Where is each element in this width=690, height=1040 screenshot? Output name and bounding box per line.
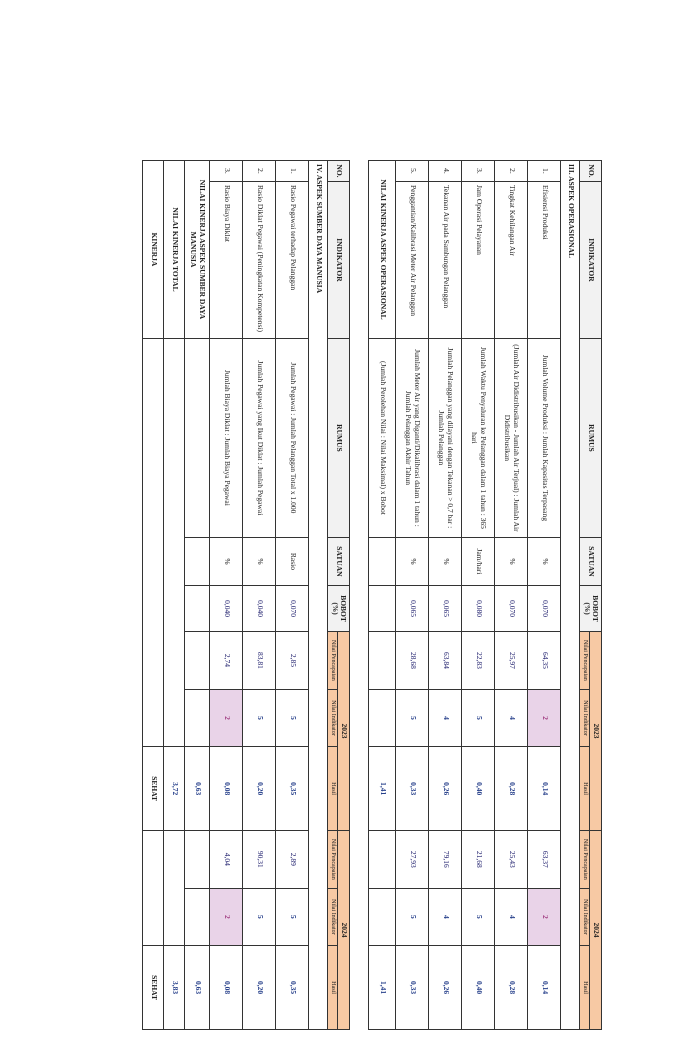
row-pencapaian-2023: 25,97 xyxy=(495,632,528,690)
row-indikator-value-2023: 4 xyxy=(495,689,528,747)
row-bobot: 0,070 xyxy=(495,586,528,632)
row-bobot: 0,040 xyxy=(243,586,276,632)
footer-empty xyxy=(369,888,396,946)
total-2023-value: 3,72 xyxy=(164,747,185,831)
row-hasil-2023: 0,20 xyxy=(243,747,276,831)
row-pencapaian-2023: 63,84 xyxy=(429,632,462,690)
footer-empty xyxy=(185,831,210,889)
footer-empty xyxy=(185,888,210,946)
row-indikator: Rasio Pegawai terhadap Pelanggan xyxy=(276,181,309,338)
header-nilai-pencapaian-2024: Nilai Pencapaian xyxy=(328,831,338,889)
row-hasil-2024: 0,35 xyxy=(276,946,309,1030)
kinerja-2024-value: SEHAT xyxy=(143,946,164,1030)
rotated-content xyxy=(112,160,612,1040)
header-nilai-indikator-2023: Nilai Indikator xyxy=(328,689,338,747)
row-indikator-value-2024: 2 xyxy=(210,888,243,946)
header-nilai-pencapaian-2023: Nilai Pencapaian xyxy=(580,632,590,690)
row-indikator: Jam Operasi Pelayanan xyxy=(462,181,495,338)
header-nilai-pencapaian-2023: Nilai Pencapaian xyxy=(328,632,338,690)
row-pencapaian-2024: 25,43 xyxy=(495,831,528,889)
total-2024-value: 3,83 xyxy=(164,946,185,1030)
header-year-2023: 2023 xyxy=(338,632,350,831)
table-row xyxy=(396,161,429,1030)
row-satuan: % xyxy=(429,537,462,585)
header-hasil-2024: Hasil xyxy=(328,946,338,1030)
row-indikator-value-2023: 5 xyxy=(243,689,276,747)
footer-empty xyxy=(185,586,210,632)
table-row xyxy=(210,161,243,1030)
row-bobot: 0,065 xyxy=(396,586,429,632)
footer-empty xyxy=(369,537,396,585)
footer-empty xyxy=(185,338,210,537)
row-indikator-value-2024: 5 xyxy=(396,888,429,946)
total-label: NILAI KINERJA TOTAL xyxy=(164,161,185,339)
header-rumus: RUMUS xyxy=(580,338,602,537)
row-satuan: % xyxy=(495,537,528,585)
row-satuan: Rasio xyxy=(276,537,309,585)
header-nilai-indikator-2023: Nilai Indikator xyxy=(580,689,590,747)
row-no: 3. xyxy=(462,161,495,182)
header-bobot: BOBOT (%) xyxy=(580,586,602,632)
header-hasil-2023: Hasil xyxy=(580,747,590,831)
footer-2024-value: 1,41 xyxy=(369,946,396,1030)
header-year-2024: 2024 xyxy=(590,831,602,1030)
kinerja-empty xyxy=(143,831,164,946)
row-pencapaian-2024: 63,37 xyxy=(528,831,561,889)
row-rumus: Jumlah Volume Produksi : Jumlah Kapasitas Terpasang xyxy=(528,338,561,537)
row-satuan: Jam/hari xyxy=(462,537,495,585)
row-pencapaian-2023: 2,74 xyxy=(210,632,243,690)
row-indikator: Rasio Diklat Pegawai (Peningkatan Kompetensi) xyxy=(243,181,276,338)
row-rumus: Jumlah Pegawai : Jumlah Pelanggan Total x 1.000 xyxy=(276,338,309,537)
header-no: NO. xyxy=(328,161,350,182)
row-pencapaian-2024: 2,89 xyxy=(276,831,309,889)
kinerja-empty xyxy=(143,338,164,746)
header-no: NO. xyxy=(580,161,602,182)
footer-empty xyxy=(185,632,210,690)
row-rumus: Jumlah Pegawai yang Ikut Diklat : Jumlah Pegawai xyxy=(243,338,276,537)
row-indikator-value-2024: 4 xyxy=(429,888,462,946)
row-pencapaian-2024: 79,16 xyxy=(429,831,462,889)
row-indikator-value-2024: 2 xyxy=(528,888,561,946)
row-satuan: % xyxy=(528,537,561,585)
header-nilai-pencapaian-2024: Nilai Pencapaian xyxy=(580,831,590,889)
row-indikator-value-2023: 5 xyxy=(462,689,495,747)
row-rumus: Jumlah Meter Air yang Diganti/Dikalibrasi dalam 1 tahun : Jumlah Pelanggan Akhir Tahun xyxy=(396,338,429,537)
header-satuan: SATUAN xyxy=(328,537,350,585)
row-no: 1. xyxy=(276,161,309,182)
table-row xyxy=(528,161,561,1030)
row-indikator-value-2024: 5 xyxy=(243,888,276,946)
footer-2023-value: 0,63 xyxy=(185,747,210,831)
footer-empty xyxy=(369,586,396,632)
row-indikator-value-2023: 5 xyxy=(276,689,309,747)
row-indikator: Penggantian/Kalibrasi Meter Air Pelanggan xyxy=(396,181,429,338)
row-pencapaian-2024: 4,04 xyxy=(210,831,243,889)
row-hasil-2024: 0,33 xyxy=(396,946,429,1030)
row-hasil-2023: 0,14 xyxy=(528,747,561,831)
table-row xyxy=(429,161,462,1030)
row-indikator-value-2023: 2 xyxy=(210,689,243,747)
row-rumus: (Jumlah Air Didistribusikan - Jumlah Air Terjual) : Jumlah Air Didistribusikan xyxy=(495,338,528,537)
kinerja-label: KINERJA xyxy=(143,161,164,339)
header-indikator: INDIKATOR xyxy=(580,181,602,338)
row-hasil-2024: 0,28 xyxy=(495,946,528,1030)
row-hasil-2023: 0,33 xyxy=(396,747,429,831)
operational-table xyxy=(368,160,602,1030)
header-nilai-indikator-2024: Nilai Indikator xyxy=(328,888,338,946)
kinerja-2023-value: SEHAT xyxy=(143,747,164,831)
row-rumus: Jumlah Waktu Penyaluran ke Pelanggan dalam 1 tahun : 365 hari xyxy=(462,338,495,537)
row-rumus: Jumlah Biaya Diklat : Jumlah Biaya Pegawai xyxy=(210,338,243,537)
row-no: 3. xyxy=(210,161,243,182)
row-bobot: 0,080 xyxy=(462,586,495,632)
row-pencapaian-2024: 27,93 xyxy=(396,831,429,889)
row-hasil-2023: 0,26 xyxy=(429,747,462,831)
row-no: 4. xyxy=(429,161,462,182)
footer-label: NILAI KINERJA ASPEK SUMBER DAYA MANUSIA xyxy=(185,161,210,339)
section-title: III. ASPEK OPERASIONAL xyxy=(561,161,580,1030)
header-rumus: RUMUS xyxy=(328,338,350,537)
row-indikator-value-2024: 4 xyxy=(495,888,528,946)
row-pencapaian-2023: 64,35 xyxy=(528,632,561,690)
header-hasil-2023: Hasil xyxy=(328,747,338,831)
row-hasil-2023: 0,08 xyxy=(210,747,243,831)
header-indikator: INDIKATOR xyxy=(328,181,350,338)
footer-empty xyxy=(369,632,396,690)
row-hasil-2024: 0,08 xyxy=(210,946,243,1030)
row-indikator-value-2023: 2 xyxy=(528,689,561,747)
footer-empty xyxy=(369,831,396,889)
header-satuan: SATUAN xyxy=(580,537,602,585)
footer-empty xyxy=(185,537,210,585)
section-title: IV. ASPEK SUMBER DAYA MANUSIA xyxy=(309,161,328,1030)
row-no: 2. xyxy=(495,161,528,182)
row-no: 5. xyxy=(396,161,429,182)
hr-table xyxy=(142,160,350,1030)
table-row xyxy=(495,161,528,1030)
row-pencapaian-2023: 22,83 xyxy=(462,632,495,690)
footer-2023-value: 1,41 xyxy=(369,747,396,831)
header-nilai-indikator-2024: Nilai Indikator xyxy=(580,888,590,946)
row-indikator: Tekanan Air pada Sambungan Pelanggan xyxy=(429,181,462,338)
row-indikator: Tingkat Kehilangan Air xyxy=(495,181,528,338)
row-hasil-2023: 0,28 xyxy=(495,747,528,831)
row-indikator-value-2024: 5 xyxy=(462,888,495,946)
row-hasil-2023: 0,40 xyxy=(462,747,495,831)
row-indikator-value-2023: 5 xyxy=(396,689,429,747)
row-hasil-2024: 0,14 xyxy=(528,946,561,1030)
row-satuan: % xyxy=(210,537,243,585)
header-year-2024: 2024 xyxy=(338,831,350,1030)
row-hasil-2024: 0,26 xyxy=(429,946,462,1030)
row-satuan: % xyxy=(396,537,429,585)
row-no: 1. xyxy=(528,161,561,182)
row-bobot: 0,070 xyxy=(276,586,309,632)
footer-2024-value: 0,63 xyxy=(185,946,210,1030)
header-hasil-2024: Hasil xyxy=(580,946,590,1030)
row-pencapaian-2024: 90,31 xyxy=(243,831,276,889)
row-rumus: Jumlah Pelanggan yang dilayani dengan Tekanan > 0,7 bar : Jumlah Pelanggan xyxy=(429,338,462,537)
row-indikator-value-2023: 4 xyxy=(429,689,462,747)
footer-empty xyxy=(369,689,396,747)
table-row xyxy=(462,161,495,1030)
row-satuan: % xyxy=(243,537,276,585)
table-row xyxy=(243,161,276,1030)
row-pencapaian-2024: 21,68 xyxy=(462,831,495,889)
row-pencapaian-2023: 2,85 xyxy=(276,632,309,690)
row-indikator: Rasio Biaya Diklat xyxy=(210,181,243,338)
table-row xyxy=(276,161,309,1030)
row-bobot: 0,065 xyxy=(429,586,462,632)
row-pencapaian-2023: 83,81 xyxy=(243,632,276,690)
row-bobot: 0,070 xyxy=(528,586,561,632)
row-indikator-value-2024: 5 xyxy=(276,888,309,946)
total-empty xyxy=(164,338,185,746)
row-hasil-2024: 0,40 xyxy=(462,946,495,1030)
footer-label: NILAI KINERJA ASPEK OPERASIONAL xyxy=(369,161,396,339)
header-year-2023: 2023 xyxy=(590,632,602,831)
row-pencapaian-2023: 28,68 xyxy=(396,632,429,690)
row-hasil-2024: 0,20 xyxy=(243,946,276,1030)
row-indikator: Efisiensi Produksi xyxy=(528,181,561,338)
row-no: 2. xyxy=(243,161,276,182)
row-hasil-2023: 0,35 xyxy=(276,747,309,831)
total-empty xyxy=(164,831,185,946)
header-bobot: BOBOT (%) xyxy=(328,586,350,632)
footer-empty xyxy=(185,689,210,747)
footer-formula: (Jumlah Perolehan Nilai : Nilai Maksimal) x Bobot xyxy=(369,338,396,537)
row-bobot: 0,040 xyxy=(210,586,243,632)
